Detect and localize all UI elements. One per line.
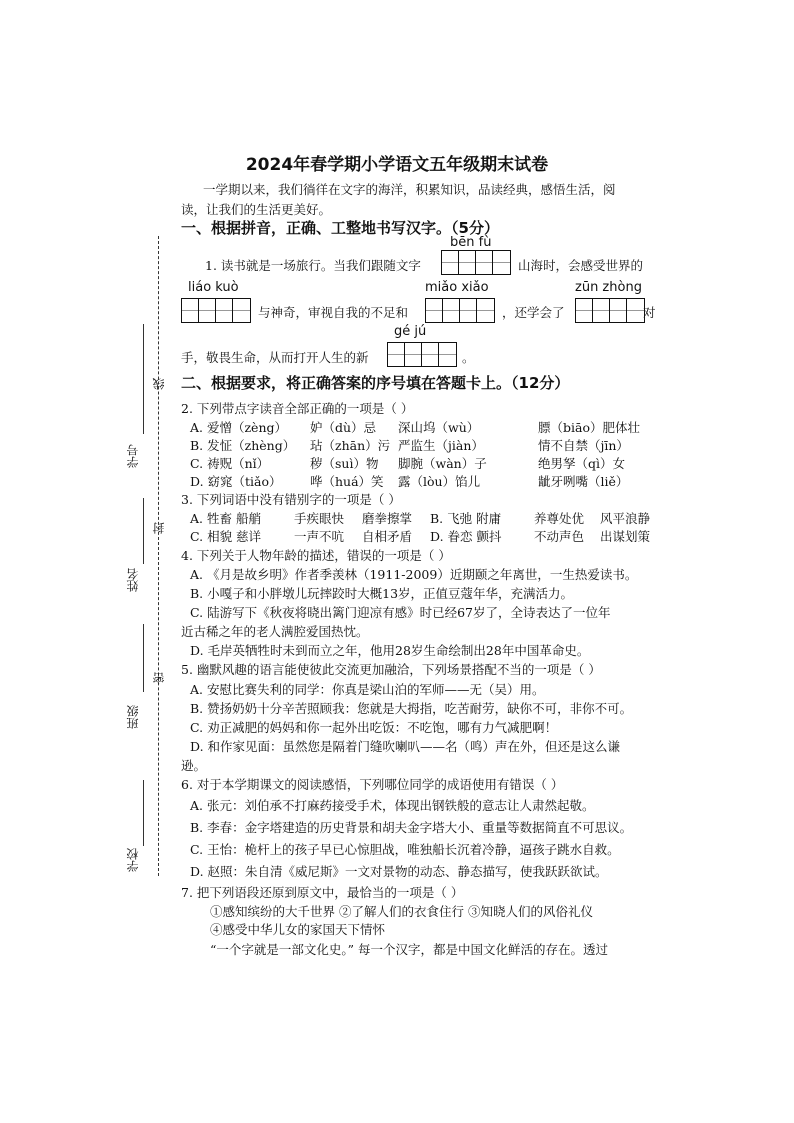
writing-grid-benfu[interactable] [441,250,511,275]
writing-grid-zunzhong[interactable] [575,298,645,323]
q2-c4: 绝男孥（qì）女 [538,456,625,471]
writing-grid-liaokuo[interactable] [181,298,251,323]
q1-text-g: 。 [462,350,475,365]
q2-c3: 脚腕（wàn）子 [398,456,487,471]
q3-d2: 不动声色 [534,529,585,544]
q3-c1: C. 相貌 慈详 [190,529,262,544]
section1-heading: 一、根据拼音，正确、工整地书写汉字。（5分） [181,219,499,237]
q1-text-a: 1. 读书就是一场旅行。当我们跟随文字 [205,258,421,273]
q2-d2: 哗（huá）笑 [310,474,384,489]
q5-option-a: A. 安慰比赛失利的同学：你真是梁山泊的军师——无（吴）用。 [190,682,545,697]
label-banji: 班级 [126,705,140,729]
q7-passage: “一个字就是一部文化史。” 每一个汉字，都是中国文化鲜活的存在。透过 [210,942,609,957]
q2-b4: 情不自禁（jīn） [538,438,629,453]
q3-a3: 磨拳擦掌 [362,511,413,526]
q5-stem: 5. 幽默风趣的语言能使彼此交流更加融洽，下列场景搭配不当的一项是（ ） [181,662,601,677]
q1-text-c: 与神奇，审视自我的不足和 [258,305,409,320]
q5-option-d1: D. 和作家见面：虽然您是隔着门缝吹喇叭——名（鸣）声在外，但还是这么谦 [190,739,621,754]
xuehao-blank [143,324,144,434]
writing-grid-miaoxiao[interactable] [425,298,495,323]
q6-option-c: C. 王怡：桅杆上的孩子早已心惊胆战，唯独船长沉着冷静，逼孩子跳水自救。 [190,842,620,857]
q4-option-b: B. 小嘎子和小胖墩儿玩摔跤时大概13岁，正值豆蔻年华，充满活力。 [190,586,574,601]
xuexiao-blank [143,780,144,846]
q4-option-a: A. 《月是故乡明》作者季羡林（1911-2009）近期颐之年离世，一生热爱读书。 [190,567,638,582]
q1-text-b: 山海时，会感受世界的 [518,258,644,273]
q3-a2: 手疾眼快 [294,511,345,526]
pinyin-benfu: bēn fù [450,235,492,250]
q3-d3: 出谋划策 [600,529,651,544]
q2-b3: 严监生（jiàn） [398,438,484,453]
q7-options-line2: ④感受中华儿女的家国天下情怀 [210,922,386,937]
q3-stem: 3. 下列词语中没有错别字的一项是（ ） [181,492,401,507]
q7-stem: 7. 把下列语段还原到原文中，最恰当的一项是（ ） [181,885,464,900]
q2-d3: 露（lòu）馅儿 [398,474,481,489]
q6-stem: 6. 对于本学期课文的阅读感悟，下列哪位同学的成语使用有错误（ ） [181,777,564,792]
q2-c2: 秽（suì）物 [310,456,379,471]
intro-line2: 读，让我们的生活更美好。 [181,202,332,217]
q2-a3: 深山坞（wù） [398,420,480,435]
margin-xian: 线 [152,378,166,390]
q2-d4: 龇牙咧嘴（liě） [538,474,629,489]
q4-option-c1: C. 陆游写下《秋夜将晓出篱门迎凉有感》时已经67岁了，全诗表达了一位年 [190,605,611,620]
q3-b1: B. 飞弛 附庸 [430,511,502,526]
q4-option-d: D. 毛岸英牺牲时未到而立之年，他用28岁生命绘制出28年中国革命史。 [190,643,590,658]
writing-grid-geju[interactable] [387,342,457,367]
q5-option-d2: 逊。 [181,758,207,773]
section2-heading: 二、根据要求，将正确答案的序号填在答题卡上。（12分） [181,374,570,392]
q2-d1: D. 窈窕（tiǎo） [190,474,282,489]
q2-stem: 2. 下列带点字读音全部正确的一项是（ ） [181,401,414,416]
q2-c1: C. 祷贶（nǐ） [190,456,270,471]
q3-c2: 一声不吭 [294,529,345,544]
q2-b2: 玷（zhān）污 [310,438,391,453]
q1-text-f: 手，敬畏生命，从而打开人生的新 [181,350,369,365]
pinyin-miaoxiao: miǎo xiǎo [425,280,489,295]
q2-a2: 妒（dù）忌 [310,420,377,435]
q3-b2: 养尊处优 [534,511,585,526]
q1-text-d: ，还学会了 [502,305,565,320]
q2-a1: A. 爱憎（zèng） [190,420,288,435]
pinyin-geju: gé jú [394,324,427,339]
margin-feng: 封 [152,522,166,534]
q6-option-d: D. 赵照：朱自清《威尼斯》一文对景物的动态、静态描写，使我跃跃欲试。 [190,864,608,879]
q4-stem: 4. 下列关于人物年龄的描述，错误的一项是（ ） [181,548,451,563]
q7-options-line1: ①感知缤纷的大千世界 ②了解人们的衣食住行 ③知晓人们的风俗礼仪 [210,904,593,919]
pinyin-liaokuo: liáo kuò [188,280,239,295]
q5-option-c: C. 劝正减肥的妈妈和你一起外出吃饭：不吃饱，哪有力气减肥啊！ [190,720,558,735]
q6-option-a: A. 张元：刘伯承不打麻药接受手术，体现出钢铁般的意志让人肃然起敬。 [190,798,595,813]
intro-line1: 一学期以来，我们徜徉在文字的海洋，积累知识，品读经典，感悟生活，阅 [203,182,616,197]
exam-title: 2024年春学期小学语文五年级期末试卷 [245,155,549,175]
margin-mi: 密 [152,672,166,684]
xingming-blank [143,498,144,564]
q1-text-e: 对 [643,305,656,320]
pinyin-zunzhong: zūn zhòng [575,280,642,295]
banji-blank [143,624,144,692]
q2-b1: B. 发怔（zhèng） [190,438,296,453]
label-xuehao: 学号 [126,444,140,468]
label-xuexiao: 学校 [126,848,140,872]
binding-dashed-line [158,236,159,876]
q3-d1: D. 眷恋 颤抖 [430,529,502,544]
q4-option-c2: 近古稀之年的老人满腔爱国热忱。 [181,624,369,639]
q3-a1: A. 牲畜 船艄 [190,511,261,526]
label-xingming: 姓名 [126,568,140,592]
q6-option-b: B. 李春：金字塔建造的历史背景和胡夫金字塔大小、重量等数据简直不可思议。 [190,820,633,835]
q3-b3: 风平浪静 [600,511,651,526]
q5-option-b: B. 赞扬奶奶十分辛苦照顾我：您就是大拇指，吃苦耐劳，缺你不可，非你不可。 [190,701,633,716]
q3-c3: 自相矛盾 [362,529,413,544]
q2-a4: 膘（biāo）肥体壮 [538,420,640,435]
